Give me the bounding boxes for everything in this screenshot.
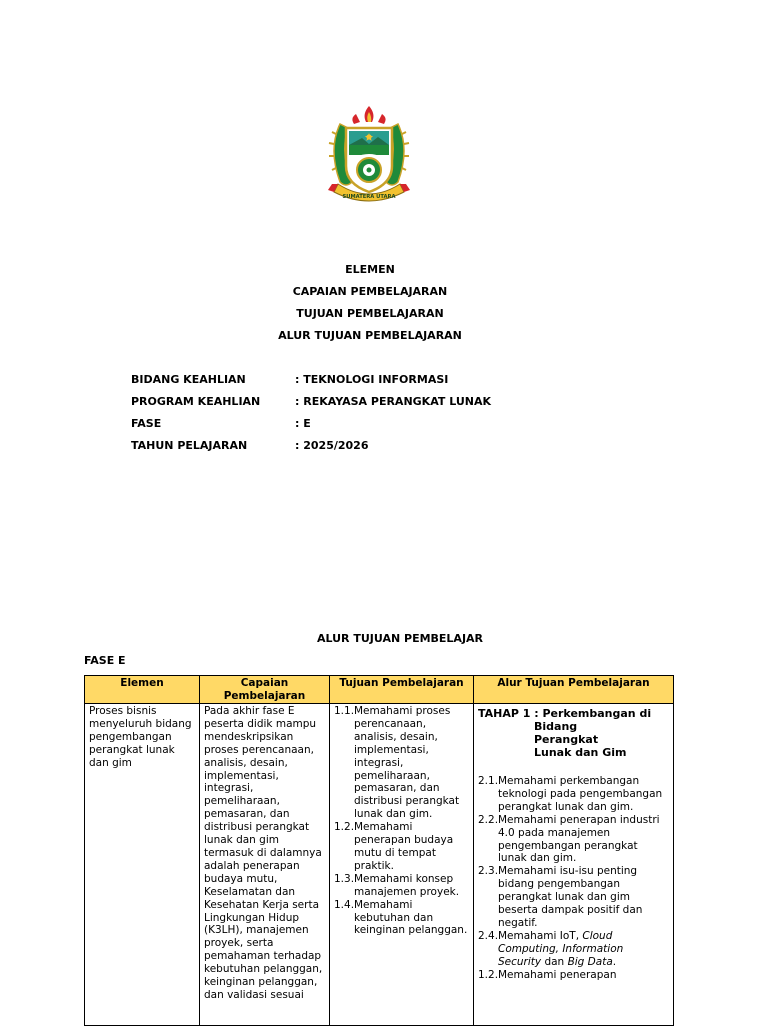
elemen-text: Proses bisnis menyeluruh bidang pengembangan perangkat lunak dan gim [89,705,192,769]
list-text: Memahami penerapan budaya mutu di tempat praktik. [354,821,454,872]
list-item [478,930,669,969]
list-text: Memahami penerapan [498,968,617,981]
info-value: : 2025/2026 [295,439,369,452]
list-item [334,873,469,899]
tahap-heading [478,707,669,759]
list-number: 1.2. [334,821,355,834]
info-label: PROGRAM KEAHLIAN [131,395,261,408]
info-value: : E [295,417,311,430]
list-number: 2.2. [478,813,499,826]
list-item [334,705,469,821]
info-label: FASE [131,417,162,430]
info-value: : REKAYASA PERANGKAT LUNAK [295,395,491,408]
list-text: Memahami kebutuhan dan keinginan pelanggan. [354,898,468,937]
cell-capaian [200,704,330,1026]
list-text-italic: Big Data [567,955,613,968]
list-item [334,821,469,873]
provincial-emblem-logo [326,104,412,204]
list-text: Memahami isu-isu penting bidang pengembangan perangkat lunak dan gim beserta dampak positif dan negatif. [498,865,643,929]
info-value: : TEKNOLOGI INFORMASI [295,373,449,386]
title-elemen: ELEMEN [345,263,395,276]
list-text: Memahami proses perencanaan, analisis, desain, implementasi, integrasi, pemeliharaan, pemasaran, dan distribusi perangkat lunak dan gim. [354,705,460,821]
tahap-line: Bidang [534,720,578,733]
title-capaian: CAPAIAN PEMBELAJARAN [292,285,448,298]
list-item [478,969,669,982]
list-number: 1.2. [478,968,499,981]
info-label: TAHUN PELAJARAN [131,439,248,452]
cell-elemen [85,704,200,1026]
list-text-italic: Cloud Computing, Information Security [498,929,624,968]
info-label: BIDANG KEAHLIAN [131,373,246,386]
cell-alur [474,704,674,1026]
atp-table [84,675,674,1026]
list-number: 1.3. [334,872,355,885]
logo-ribbon-text: SUMATERA UTARA [342,194,396,200]
list-item [478,775,669,814]
tahap-label: TAHAP 1 : Perkembangan di [478,707,652,720]
list-text-part: Memahami IoT, [498,929,583,942]
header-elemen: Elemen [85,676,200,704]
tahap-line: Lunak dan Gim [534,746,627,759]
list-item [478,865,669,930]
list-text: Memahami penerapan industri 4.0 pada manajemen pengembangan perangkat lunak dan gim. [498,813,660,865]
cell-tujuan [330,704,474,1026]
capaian-text: Pada akhir fase E peserta didik mampu mendeskripsikan proses perencanaan, analisis, desain, implementasi, integrasi, pemeliharaan, pemasaran, dan distribusi perangkat lunak dan gim termasuk di dalamnya adalah penerapan budaya mutu, Keselamatan dan Kesehatan Kerja serta Lingkungan Hidup (K3LH), manajemen proyek, serta pemahaman terhadap kebutuhan pelanggan, keinginan pelanggan, dan validasi sesuai [204,705,323,1001]
header-alur: Alur Tujuan Pembelajaran [474,676,674,704]
list-item [478,814,669,866]
list-number: 1.1. [334,705,355,717]
title-alur: ALUR TUJUAN PEMBELAJARAN [278,329,462,342]
list-number: 2.1. [478,775,499,787]
table-row [85,704,674,1026]
list-number: 2.3. [478,865,499,878]
table-header-row [85,676,674,704]
header-tujuan: Tujuan Pembelajaran [330,676,474,704]
section-heading: ALUR TUJUAN PEMBELAJAR [316,632,484,645]
tujuan-list [334,705,469,937]
list-text: Memahami perkembangan teknologi pada pengembangan perangkat lunak dan gim. [498,775,663,813]
list-text: Memahami konsep manajemen proyek. [354,872,460,898]
list-text-part: . [612,955,617,968]
title-tujuan: TUJUAN PEMBELAJARAN [296,307,444,320]
list-text-part: dan [541,955,568,968]
header-capaian: Capaian Pembelajaran [200,676,330,704]
tahap-line: Perangkat [534,733,599,746]
list-item [334,899,469,938]
alur-list [478,775,669,982]
list-number: 1.4. [334,898,355,911]
list-number: 2.4. [478,929,499,942]
fase-label: FASE E [84,654,126,667]
